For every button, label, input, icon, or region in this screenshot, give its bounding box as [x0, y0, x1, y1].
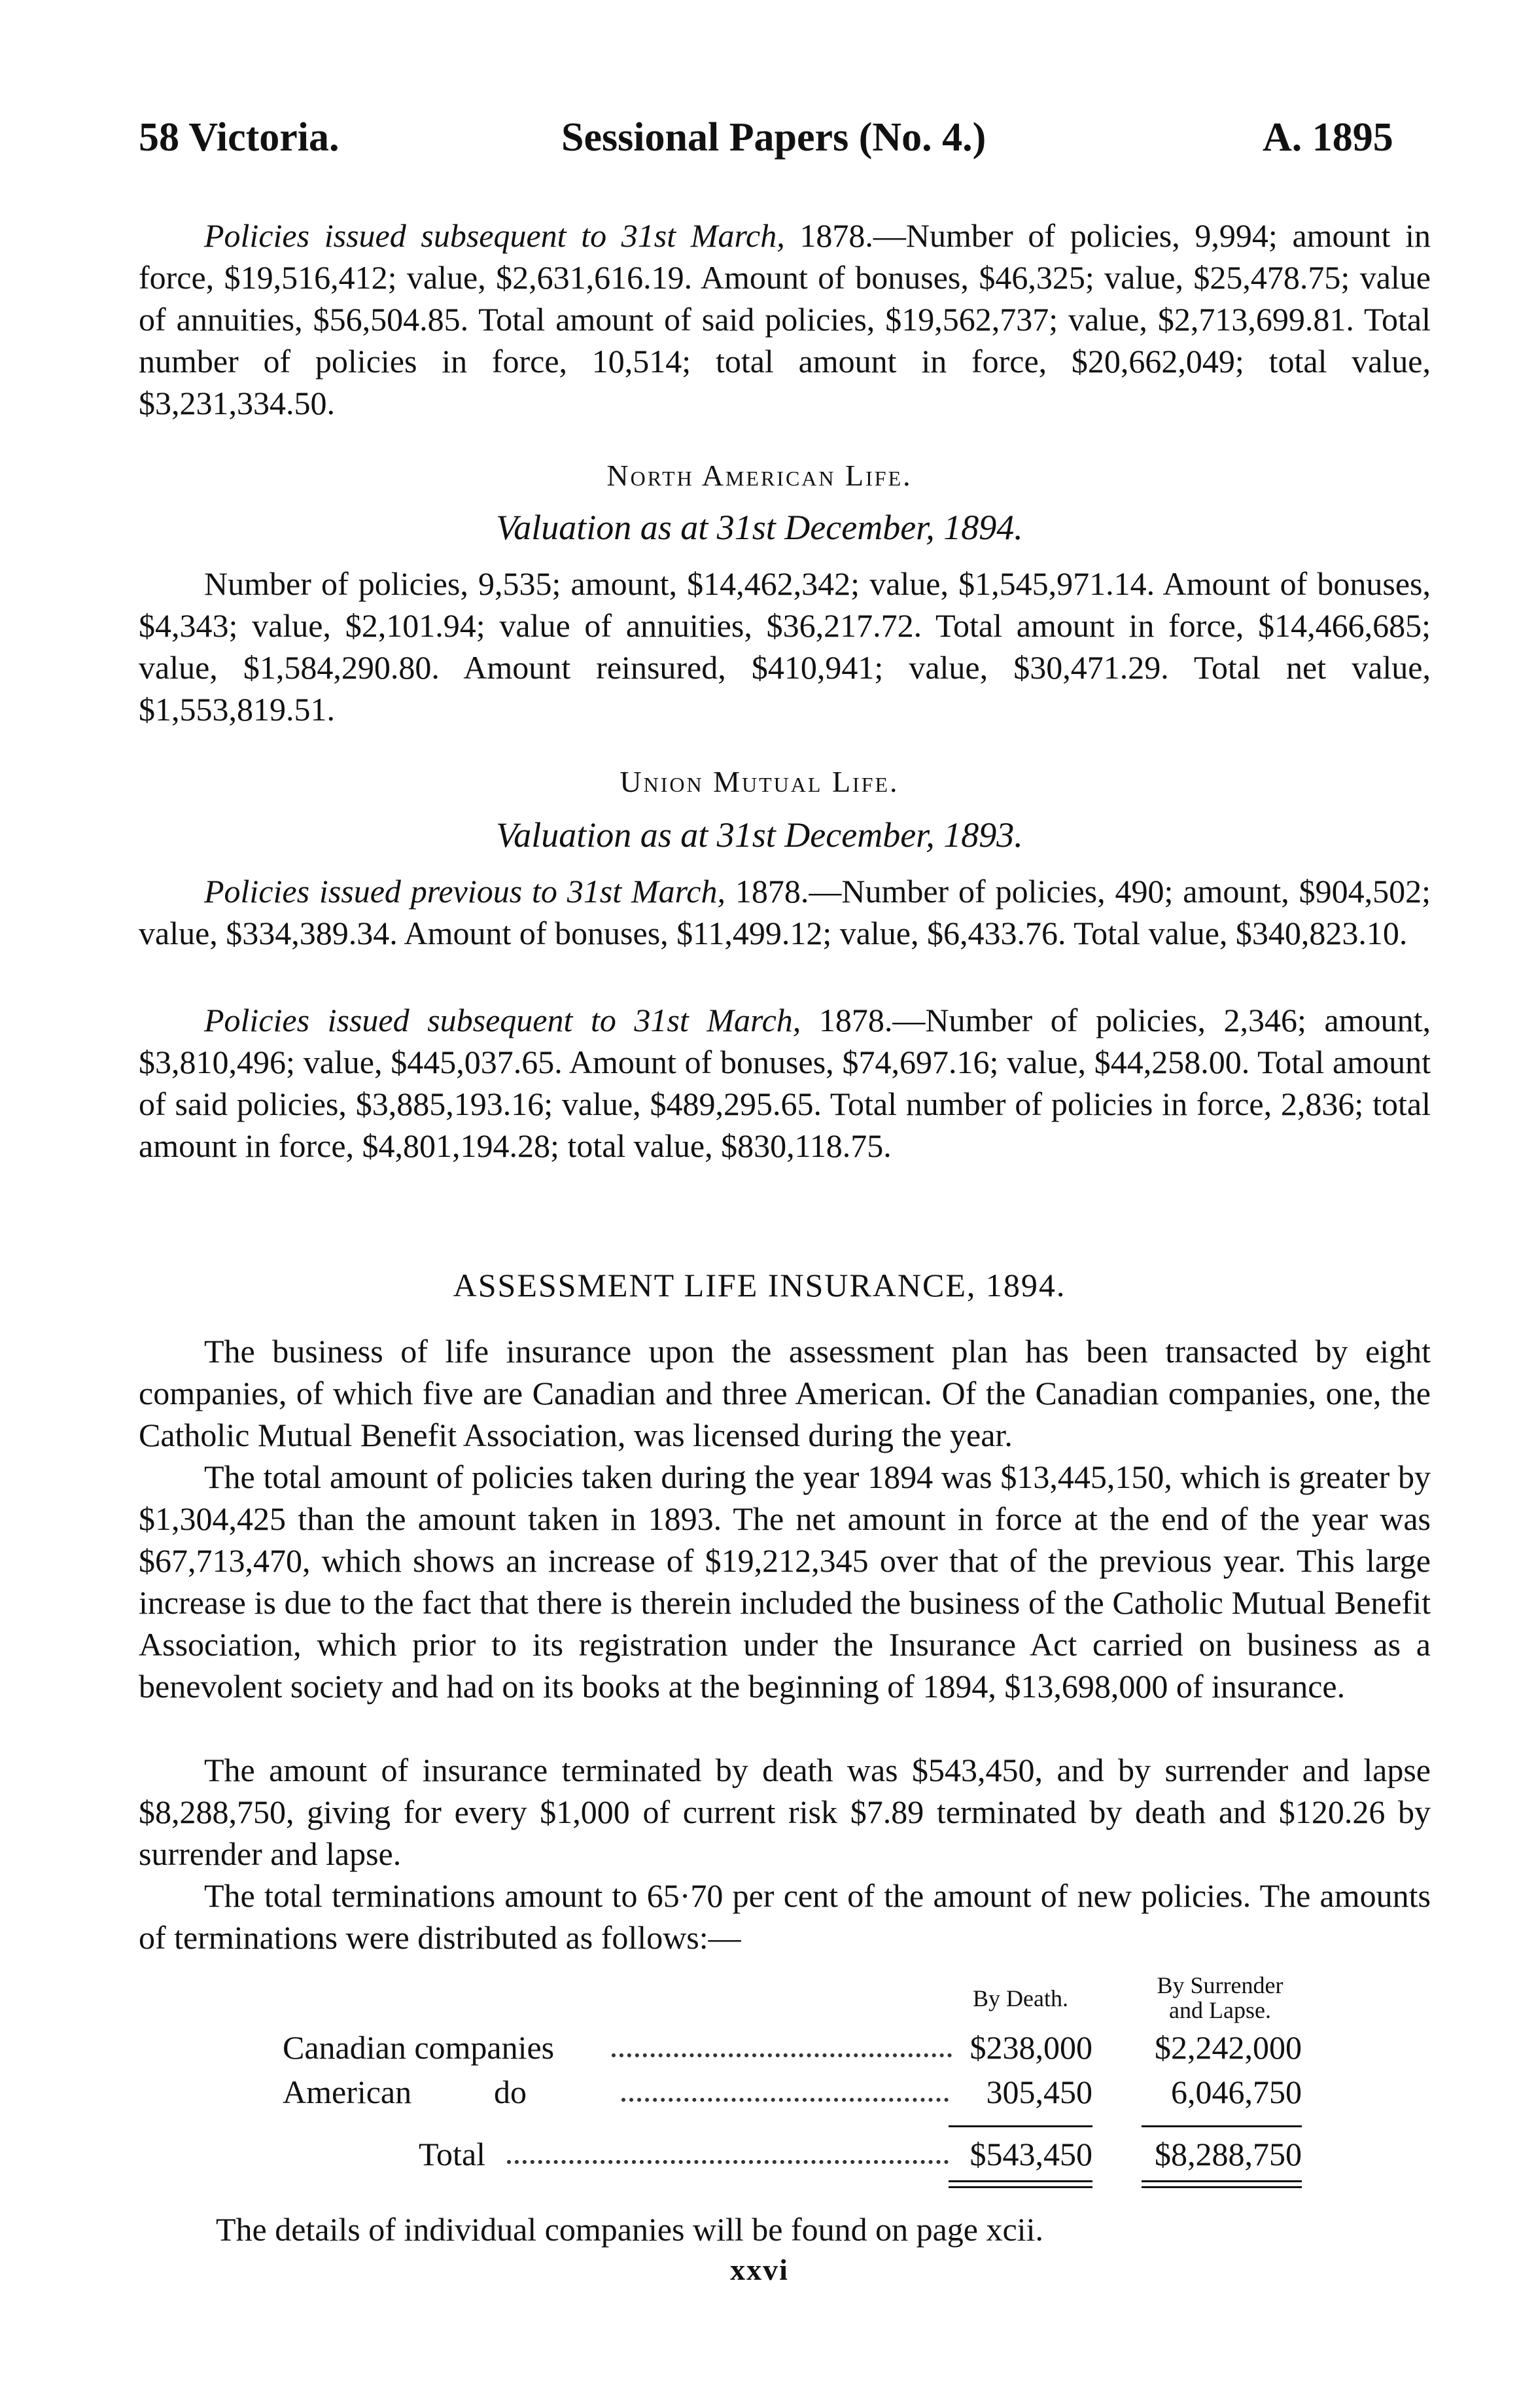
paragraph-text: 1878.—Number of policies, 2,346; amount, $3,810,496; value, $445,037.65. Amount of bonuses, $74,697.16; value, $44,258.00. Total amount of said policies, $3,885,193.16; value, $489,295.65. Total number of policies in force, 2,836; total amount in force, $4,801,194.28; total value, $830,118.75.: [139, 1002, 1431, 1164]
header-year: A. 1895: [1263, 115, 1393, 160]
dot-leader: [507, 2153, 949, 2164]
section-title-north-american-life: North American Life.: [606, 459, 913, 492]
subtotal-rule: [949, 2125, 1092, 2127]
header-sessional-papers: Sessional Papers (No. 4.): [561, 115, 986, 160]
paragraph-lead: Policies issued subsequent to 31st March,: [204, 1002, 801, 1038]
total-death-value: $543,450: [969, 2136, 1092, 2172]
row-label: Canadian companies: [283, 2029, 555, 2066]
subtotal-rule: [1142, 2125, 1302, 2127]
assessment-paragraph-2: The total amount of policies taken during the year 1894 was $13,445,150, which is greater by $1,304,425 than the amount taken in 1893. The net amount in force at the end of the year was $67,713,470, which shows an increase of $19,212,345 over that of the previous year. This large increase is due to the fact that there is therein included the business of the Catholic Mutual Benefit Association, which prior to its registration under the Insurance Act carried on business as a benevolent society and had on its books at the beginning of 1894, $13,698,000 of insurance.: [139, 1459, 1431, 1705]
section-title-assessment-life-insurance: ASSESSMENT LIFE INSURANCE, 1894.: [453, 1267, 1066, 1303]
section-title-union-mutual-life: Union Mutual Life.: [620, 765, 899, 798]
surrender-value: $2,242,000: [1155, 2029, 1302, 2066]
surrender-value: 6,046,750: [1171, 2074, 1302, 2110]
total-double-rule: [1142, 2180, 1302, 2188]
dot-leader: [621, 2091, 949, 2102]
death-value: $238,000: [969, 2029, 1092, 2066]
paragraph-text: 1878.—Number of policies, 490; amount, $904,502; value, $334,389.34. Amount of bonuses, $11,499.12; value, $6,433.76. Total value, $340,823.10.: [139, 873, 1431, 951]
valuation-heading: Valuation as at 31st December, 1893.: [496, 815, 1023, 855]
details-note: The details of individual companies will be found on page xcii.: [216, 2211, 1043, 2248]
north-american-paragraph: Number of policies, 9,535; amount, $14,462,342; value, $1,545,971.14. Amount of bonuses, $4,343; value, $2,101.94; value of annuities, $36,217.72. Total amount in force, $14,466,685; value, $1,584,290.80. Amount reinsured, $410,941; value, $30,471.29. Total net value, $1,553,819.51.: [139, 565, 1431, 728]
paragraph-text: 1878.—Number of policies, 9,994; amount in force, $19,516,412; value, $2,631,616.19. Amount of bonuses, $46,325; value, $25,478.75; value of annuities, $56,504.85. Total amount of said policies, $19,562,737; value, $2,713,699.81. Total number of policies in force, 10,514; total amount in force, $20,662,049; total value, $3,231,334.50.: [139, 217, 1431, 421]
header-session: 58 Victoria.: [139, 115, 340, 160]
page-folio: xxvi: [730, 2253, 789, 2286]
ditto-mark: do: [494, 2074, 527, 2110]
column-header-line: By Surrender: [1157, 1972, 1283, 1998]
policies-previous-paragraph: [139, 870, 1431, 954]
column-header-by-death: By Death.: [973, 1985, 1068, 2011]
assessment-paragraph-3: The amount of insurance terminated by death was $543,450, and by surrender and lapse $8,288,750, giving for every $1,000 of current risk $7.89 terminated by death and $120.26 by surrender and lapse.: [139, 1752, 1431, 1872]
policies-subsequent-paragraph: [139, 215, 1431, 424]
total-label: Total: [419, 2136, 486, 2172]
row-label: American: [283, 2074, 412, 2110]
paragraph-lead: Policies issued previous to 31st March,: [204, 873, 725, 910]
paragraph-lead: Policies issued subsequent to 31st March,: [204, 217, 785, 254]
total-double-rule: [949, 2180, 1092, 2188]
column-header-by-surrender: [1125, 1973, 1315, 2023]
assessment-paragraph-4: The total terminations amount to 65·70 per cent of the amount of new policies. The amounts of terminations were distributed as follows:—: [139, 1877, 1431, 1956]
policies-subsequent-paragraph: [139, 999, 1431, 1167]
death-value: 305,450: [986, 2074, 1092, 2110]
column-header-line: and Lapse.: [1169, 1997, 1271, 2023]
assessment-paragraph-1: The business of life insurance upon the assessment plan has been transacted by eight companies, of which five are Canadian and three American. Of the Canadian companies, one, the Catholic Mutual Benefit Association, was licensed during the year.: [139, 1333, 1431, 1453]
valuation-heading: Valuation as at 31st December, 1894.: [496, 508, 1023, 547]
dot-leader: [612, 2047, 952, 2057]
total-surrender-value: $8,288,750: [1155, 2136, 1302, 2172]
